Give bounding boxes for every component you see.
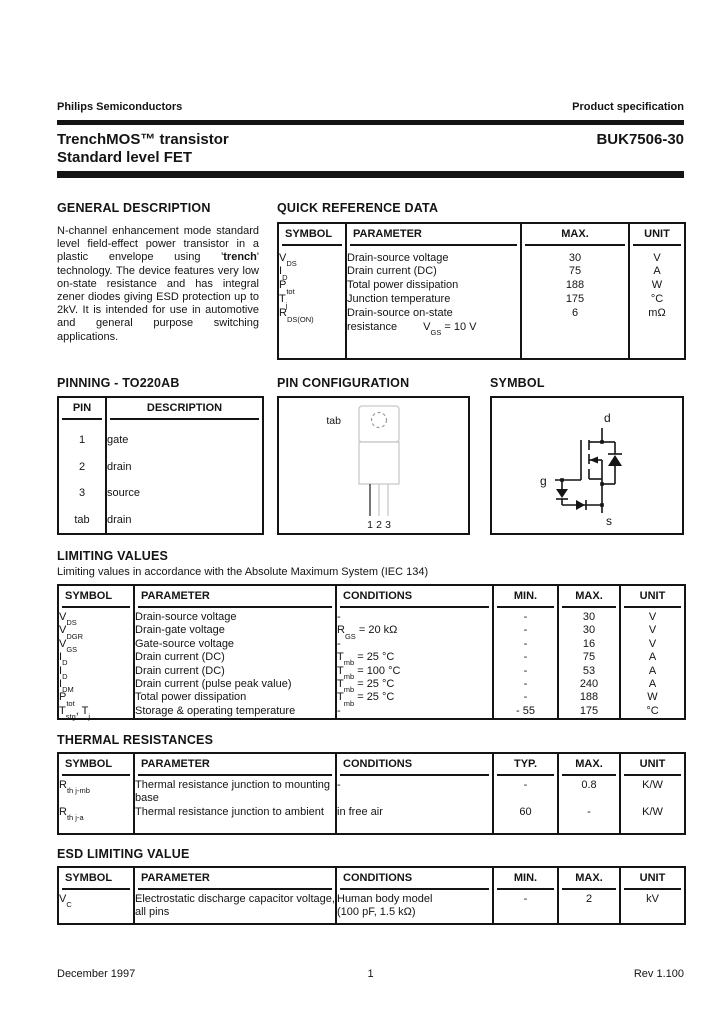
cell-max: - <box>558 806 620 833</box>
cell-parameter: Drain-source voltage <box>134 608 336 624</box>
cell-unit: V <box>648 637 657 650</box>
spec-type: Product specification <box>572 101 684 113</box>
table-row <box>58 624 685 637</box>
cell-symbol: $V_{DS}$ <box>58 608 134 624</box>
column-header: MAX. <box>521 223 629 249</box>
mosfet-symbol-drawing <box>492 398 682 533</box>
table-row <box>278 265 685 279</box>
column-header: MAX. <box>558 753 620 776</box>
cell-unit: W <box>647 691 658 704</box>
table-row <box>58 454 263 481</box>
cell-pin: tab <box>58 507 106 534</box>
cell-unit: A <box>648 651 657 664</box>
tab-label: tab <box>326 415 341 427</box>
cell-min: - <box>493 665 558 678</box>
cell-max: 0.8 <box>558 776 620 806</box>
cell-conditions: $T_{mb} = 25$ °C <box>336 651 493 664</box>
cell-parameter: Drain current (DC) <box>346 265 521 279</box>
table-row <box>278 307 685 335</box>
mounting-hole-icon <box>372 413 387 428</box>
cell-unit: K/W <box>642 779 663 791</box>
cell-max: 30 <box>521 249 629 265</box>
column-header: PARAMETER <box>134 753 336 776</box>
cell-min: - <box>493 678 558 691</box>
cell-unit: V <box>653 252 661 264</box>
cell-unit: A <box>648 678 657 691</box>
cell-max: 75 <box>521 265 629 279</box>
cell-conditions: Human body model (100 pF, 1.5 kΩ) <box>336 890 493 920</box>
cell-unit: °C <box>646 704 659 717</box>
section-heading-general-description: GENERAL DESCRIPTION <box>57 201 211 215</box>
vendor-name: Philips Semiconductors <box>57 101 183 113</box>
column-header: SYMBOL <box>58 867 134 890</box>
column-header: PARAMETER <box>346 223 521 249</box>
column-header: SYMBOL <box>58 753 134 776</box>
cell-min: - 55 <box>493 705 558 718</box>
cell-parameter: Drain-source on-state resistance $V_{GS} = 10$ V <box>346 307 521 335</box>
cell-min: - <box>493 691 558 704</box>
column-header: CONDITIONS <box>336 753 493 776</box>
cell-conditions: in free air <box>336 806 493 833</box>
limiting-values-subtitle: Limiting values in accordance with the Absolute Maximum System (IEC 134) <box>57 566 429 578</box>
section-heading-quick-reference: QUICK REFERENCE DATA <box>277 201 439 215</box>
cell-parameter: Thermal resistance junction to ambient <box>134 806 336 833</box>
cell-conditions: $T_{mb} = 25$ °C <box>336 691 493 704</box>
column-header: SYMBOL <box>58 585 134 608</box>
footer-date: December 1997 <box>57 968 136 980</box>
table-row <box>58 651 685 664</box>
cell-symbol: $T_{stg}$, $T_j$ <box>58 705 134 718</box>
column-header: DESCRIPTION <box>106 397 263 422</box>
cell-unit: A <box>648 664 657 677</box>
cell-pin: 3 <box>58 480 106 507</box>
cell-parameter: Gate-source voltage <box>134 638 336 651</box>
cell-conditions: - <box>336 705 493 718</box>
cell-symbol: $I_D$ <box>58 665 134 678</box>
cell-max: 175 <box>521 293 629 307</box>
cell-symbol: $R_{th j-mb}$ <box>58 776 134 806</box>
cell-symbol: $V_{DGR}$ <box>58 624 134 637</box>
column-header: UNIT <box>620 753 685 776</box>
cell-symbol: $I_D$ <box>58 651 134 664</box>
cell-parameter: Total power dissipation <box>346 279 521 293</box>
pin-configuration-box <box>277 396 470 535</box>
cell-parameter: Drain-source voltage <box>346 249 521 265</box>
cell-min: - <box>493 638 558 651</box>
column-header: CONDITIONS <box>336 585 493 608</box>
source-label: s <box>606 514 612 528</box>
cell-unit: A <box>653 265 661 278</box>
column-header: PARAMETER <box>134 585 336 608</box>
column-header: PIN <box>58 397 106 422</box>
cell-max: 16 <box>558 638 620 651</box>
cell-max: 2 <box>558 890 620 920</box>
limiting-values-table <box>57 584 686 720</box>
cell-conditions: $R_{GS} = 20$ kΩ <box>336 624 493 637</box>
table-row <box>278 249 685 265</box>
cell-parameter: Thermal resistance junction to mounting base <box>134 776 336 806</box>
section-heading-pinning: PINNING - TO220AB <box>57 376 180 390</box>
cell-parameter: Junction temperature <box>346 293 521 307</box>
cell-description: source <box>107 487 141 499</box>
quick-reference-table <box>277 222 686 360</box>
pin3-label: 3 <box>385 519 391 531</box>
header-rule-bottom <box>57 171 684 178</box>
cell-parameter: Drain current (DC) <box>134 665 336 678</box>
cell-description: drain <box>107 513 132 526</box>
section-heading-esd-limiting-value: ESD LIMITING VALUE <box>57 847 190 861</box>
cell-parameter: Drain current (pulse peak value) <box>134 678 336 691</box>
cell-max: 188 <box>558 691 620 704</box>
cell-symbol: $I_D$ <box>278 265 346 279</box>
cell-parameter: Electrostatic discharge capacitor voltage, all pins <box>134 890 336 920</box>
section-heading-symbol: SYMBOL <box>490 376 545 390</box>
table-row <box>58 507 263 534</box>
table-row <box>58 638 685 651</box>
cell-unit: kV <box>646 893 659 905</box>
table-filler-row <box>278 335 685 359</box>
column-header: MAX. <box>558 585 620 608</box>
cell-symbol: $I_{DM}$ <box>58 678 134 691</box>
table-row <box>58 691 685 704</box>
esd-limiting-value-table <box>57 866 686 925</box>
cell-unit: V <box>648 611 657 623</box>
cell-min: - <box>493 624 558 637</box>
cell-symbol: $V_C$ <box>58 890 134 920</box>
cell-max: 175 <box>558 705 620 718</box>
table-row <box>58 665 685 678</box>
cell-pin: 2 <box>58 454 106 481</box>
table-row <box>58 890 685 920</box>
cell-parameter: Drain-gate voltage <box>134 624 336 637</box>
cell-unit: °C <box>650 293 664 306</box>
column-header: TYP. <box>493 753 558 776</box>
cell-max: 30 <box>558 624 620 637</box>
thermal-resistances-table <box>57 752 686 835</box>
cell-unit: V <box>648 624 657 637</box>
drain-label: d <box>604 411 611 425</box>
general-description-text: N-channel enhancement mode standard level field-effect power transistor in a plastic envelope using 'trench' technology. The device features very low on-state resistance and has integral zener diodes giving ESD protection up to 2kV. It is intended for use in automotive and general purpose switching applications. <box>57 225 259 343</box>
cell-max: 240 <box>558 678 620 691</box>
cell-max: 30 <box>558 608 620 624</box>
cell-typ: - <box>493 776 558 806</box>
cell-description: drain <box>107 460 132 473</box>
column-header: UNIT <box>629 223 685 249</box>
table-row <box>278 279 685 293</box>
footer-revision: Rev 1.100 <box>633 968 684 980</box>
table-filler-row <box>58 833 685 834</box>
section-heading-limiting-values: LIMITING VALUES <box>57 549 169 563</box>
cell-parameter: Drain current (DC) <box>134 651 336 664</box>
cell-conditions: - <box>336 638 493 651</box>
cell-conditions: $T_{mb} = 25$ °C <box>336 678 493 691</box>
column-header: PARAMETER <box>134 867 336 890</box>
cell-pin: 1 <box>58 422 106 454</box>
cell-min: - <box>493 608 558 624</box>
table-row <box>58 480 263 507</box>
column-header: MIN. <box>493 867 558 890</box>
cell-description: gate <box>107 434 129 446</box>
table-row <box>58 776 685 806</box>
cell-unit: K/W <box>642 805 663 818</box>
cell-symbol: $V_{DS}$ <box>278 249 346 265</box>
doc-title-line1: TrenchMOS™ transistor <box>57 131 229 148</box>
cell-max: 188 <box>521 279 629 293</box>
column-header: UNIT <box>620 867 685 890</box>
cell-conditions: - <box>336 776 493 806</box>
cell-parameter: Total power dissipation <box>134 691 336 704</box>
column-header: MIN. <box>493 585 558 608</box>
doc-title-line2: Standard level FET <box>57 149 193 166</box>
part-number: BUK7506-30 <box>596 131 684 148</box>
table-row <box>278 293 685 307</box>
cell-min: - <box>493 890 558 920</box>
pinning-table <box>57 396 264 535</box>
table-filler-row <box>58 718 685 719</box>
cell-max: 6 <box>521 307 629 335</box>
doc-title <box>57 131 229 167</box>
section-heading-thermal-resistances: THERMAL RESISTANCES <box>57 733 214 747</box>
gate-label: g <box>540 474 547 488</box>
cell-min: - <box>493 651 558 664</box>
table-row <box>58 608 685 624</box>
cell-typ: 60 <box>493 806 558 833</box>
page-header <box>57 101 684 113</box>
header-rule-top <box>57 120 684 125</box>
cell-conditions: $T_{mb} = 100$ °C <box>336 665 493 678</box>
column-header: MAX. <box>558 867 620 890</box>
pin2-label: 2 <box>376 519 382 531</box>
table-filler-row <box>58 920 685 924</box>
symbol-box <box>490 396 684 535</box>
cell-max: 53 <box>558 665 620 678</box>
cell-symbol: $T_j$ <box>278 293 346 307</box>
cell-conditions: - <box>336 608 493 624</box>
cell-unit: mΩ <box>648 307 666 320</box>
cell-parameter: Storage & operating temperature <box>134 705 336 718</box>
section-heading-pin-configuration: PIN CONFIGURATION <box>277 376 410 390</box>
table-row <box>58 806 685 833</box>
table-row <box>58 422 263 454</box>
table-filler-row <box>58 533 263 534</box>
title-block <box>57 131 684 167</box>
column-header: CONDITIONS <box>336 867 493 890</box>
cell-symbol: $R_{DS(ON)}$ <box>278 307 346 335</box>
cell-symbol: $P_{tot}$ <box>278 279 346 293</box>
pin1-label: 1 <box>367 519 373 531</box>
column-header: UNIT <box>620 585 685 608</box>
footer-page-number: 1 <box>367 968 374 980</box>
cell-symbol: $V_{GS}$ <box>58 638 134 651</box>
to220-package-drawing <box>279 398 468 533</box>
cell-symbol: $R_{th j-a}$ <box>58 806 134 833</box>
cell-unit: W <box>651 279 663 292</box>
cell-max: 75 <box>558 651 620 664</box>
cell-symbol: $P_{tot}$ <box>58 691 134 704</box>
column-header: SYMBOL <box>278 223 346 249</box>
table-row <box>58 678 685 691</box>
table-row <box>58 705 685 718</box>
